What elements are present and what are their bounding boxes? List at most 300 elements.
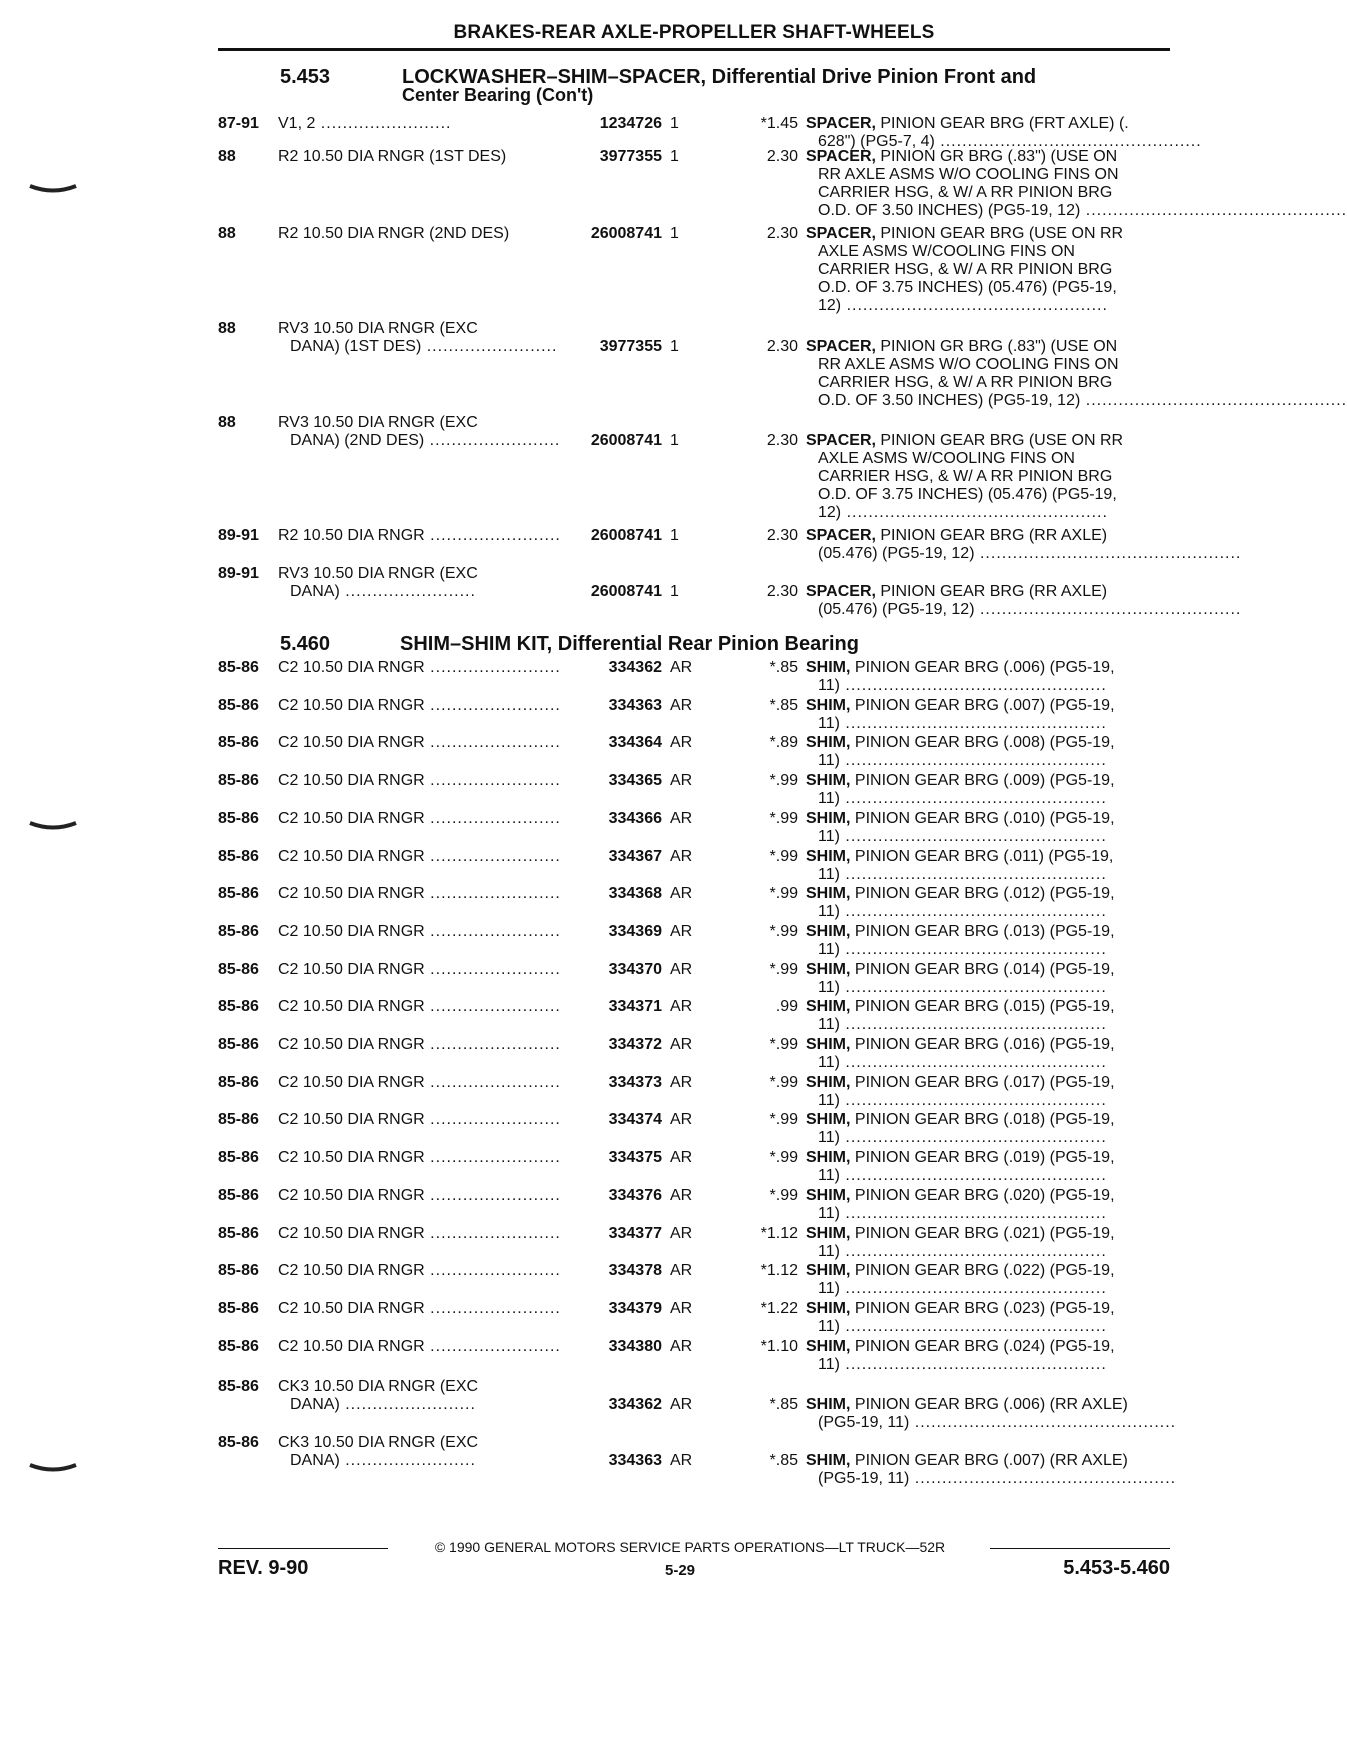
description <box>806 527 1242 563</box>
footer-page-number: 5-29 <box>664 1562 696 1579</box>
price: *.85 <box>769 1396 798 1413</box>
quantity: AR <box>670 1149 693 1167</box>
application <box>278 1299 561 1318</box>
price: *1.45 <box>760 115 798 132</box>
quantity: AR <box>670 1036 693 1053</box>
application <box>278 809 561 828</box>
application-text: C2 10.50 DIA RNGR <box>278 1036 425 1053</box>
price: *.99 <box>769 809 798 827</box>
description-line <box>806 677 1170 695</box>
description-keyword: SHIM, <box>806 1299 851 1317</box>
leader-dots: ................................................ <box>839 1242 1107 1260</box>
model-year: 85-86 <box>218 1186 259 1204</box>
part-number: 334363 <box>608 696 662 714</box>
model-year: 85-86 <box>218 1262 259 1280</box>
description-keyword: SPACER, <box>806 115 876 132</box>
model-year: 85-86 <box>218 998 259 1016</box>
leader-dots: ........................ <box>424 960 561 978</box>
price: *.99 <box>769 847 798 865</box>
description-text: PINION GEAR BRG (.012) (PG5-19, <box>850 885 1115 903</box>
leader-dots: ................................................ <box>839 827 1107 845</box>
leader-dots: ........................ <box>339 583 476 600</box>
description-text: PINION GR BRG (.83") (USE ON <box>875 148 1118 165</box>
description-text: 11) <box>818 865 840 883</box>
footer-section-range: 5.453-5.460 <box>1063 1557 1170 1579</box>
description-line <box>806 903 1170 921</box>
description-text: (PG5-19, 11) <box>818 1414 910 1431</box>
quantity: AR <box>670 1111 693 1129</box>
description-text: PINION GEAR BRG (RR AXLE) <box>875 527 1108 544</box>
part-number: 334366 <box>608 809 662 827</box>
model-year: 88 <box>218 320 236 337</box>
description-text: PINION GEAR BRG (.024) (PG5-19, <box>850 1337 1115 1355</box>
description-keyword: SHIM, <box>806 960 851 978</box>
description-line <box>806 184 1170 202</box>
application-continued <box>290 432 561 450</box>
description-line <box>806 1149 1170 1167</box>
description-line <box>806 1396 1170 1414</box>
description-text: PINION GEAR BRG (.007) (RR AXLE) <box>850 1452 1128 1469</box>
description-keyword: SHIM, <box>806 1036 851 1053</box>
description-keyword: SHIM, <box>806 1186 851 1204</box>
description-line <box>806 1243 1170 1261</box>
price: *.99 <box>769 1073 798 1091</box>
description-line <box>806 659 1170 677</box>
application-text: C2 10.50 DIA RNGR <box>278 1073 425 1091</box>
leader-dots: ................................................ <box>839 1016 1107 1034</box>
description-line <box>806 225 1170 243</box>
application <box>278 847 561 866</box>
description-line <box>806 115 1170 133</box>
price: *.85 <box>769 696 798 714</box>
description-text: AXLE ASMS W/COOLING FINS ON <box>818 450 1075 467</box>
description-text: PINION GEAR BRG (.021) (PG5-19, <box>850 1224 1115 1242</box>
description-text: PINION GEAR BRG (.013) (PG5-19, <box>850 922 1115 940</box>
description-line <box>806 979 1170 997</box>
leader-dots: ................................................ <box>1080 202 1347 219</box>
application-text: V1, 2 <box>278 115 316 132</box>
description-line <box>806 1338 1170 1356</box>
leader-dots: ................................................ <box>839 940 1107 958</box>
application-text: C2 10.50 DIA RNGR <box>278 1186 425 1204</box>
application-text: RV3 10.50 DIA RNGR (EXC <box>278 565 478 582</box>
description <box>806 1396 1177 1432</box>
price: *.99 <box>769 772 798 790</box>
description-keyword: SPACER, <box>806 148 876 165</box>
description <box>806 148 1347 220</box>
application-text: C2 10.50 DIA RNGR <box>278 772 425 790</box>
model-year: 85-86 <box>218 734 259 752</box>
leader-dots: ........................ <box>424 1036 561 1053</box>
description-line <box>806 1036 1170 1054</box>
application <box>278 1337 561 1356</box>
application-text: C2 10.50 DIA RNGR <box>278 1262 425 1280</box>
description-line <box>806 261 1170 279</box>
application-text: DANA) <box>290 583 340 600</box>
part-number: 334374 <box>608 1111 662 1129</box>
leader-dots: ................................................ <box>841 504 1108 521</box>
part-number: 334375 <box>608 1149 662 1167</box>
description <box>806 659 1170 695</box>
description-text: CARRIER HSG, & W/ A RR PINION BRG <box>818 468 1113 485</box>
description-text: PINION GEAR BRG (.019) (PG5-19, <box>850 1149 1115 1167</box>
description <box>806 1036 1170 1072</box>
application-continued <box>290 338 558 356</box>
description-line <box>806 1452 1170 1470</box>
description-line <box>806 202 1347 220</box>
application-text: R2 10.50 DIA RNGR (1ST DES) <box>278 148 507 165</box>
leader-dots: ........................ <box>315 115 452 132</box>
application-text: C2 10.50 DIA RNGR <box>278 885 425 903</box>
leader-dots: ........................ <box>424 432 561 449</box>
description-line <box>806 772 1170 790</box>
description-text: PINION GEAR BRG (.006) (PG5-19, <box>850 659 1115 676</box>
quantity: AR <box>670 809 693 827</box>
description-keyword: SHIM, <box>806 772 851 790</box>
description-text: 11) <box>818 1167 840 1185</box>
part-number: 334371 <box>608 998 662 1016</box>
application-text: CK3 10.50 DIA RNGR (EXC <box>278 1378 479 1395</box>
description-keyword: SPACER, <box>806 583 876 600</box>
description-keyword: SHIM, <box>806 847 851 865</box>
leader-dots: ................................................ <box>839 1129 1107 1147</box>
description-text: PINION GEAR BRG (.015) (PG5-19, <box>850 998 1115 1016</box>
part-number: 334362 <box>608 659 662 676</box>
footer-rule-left <box>218 1548 388 1549</box>
footer-revision: REV. 9-90 <box>218 1557 309 1579</box>
part-number: 334377 <box>608 1224 662 1242</box>
description-line <box>806 752 1170 770</box>
description-line <box>806 697 1170 715</box>
description <box>806 583 1242 619</box>
description-line <box>806 374 1170 392</box>
part-number: 334369 <box>608 922 662 940</box>
description <box>806 1338 1170 1374</box>
quantity: AR <box>670 998 693 1016</box>
description-text: 11) <box>818 1355 840 1373</box>
leader-dots: ........................ <box>424 696 561 714</box>
part-number: 334379 <box>608 1299 662 1317</box>
application-continued <box>290 1452 546 1470</box>
description-text: 628") (PG5-7, 4) <box>818 133 935 150</box>
leader-dots: ........................ <box>424 1299 561 1317</box>
description-line <box>806 486 1170 504</box>
leader-dots: ........................ <box>424 809 561 827</box>
quantity: 1 <box>670 527 679 544</box>
model-year: 87-91 <box>218 115 259 132</box>
description-line <box>806 166 1170 184</box>
description-line <box>806 1262 1170 1280</box>
model-year: 85-86 <box>218 1224 259 1242</box>
application <box>278 1378 546 1396</box>
description <box>806 961 1170 997</box>
leader-dots: ........................ <box>424 659 561 676</box>
price: *1.12 <box>760 1224 798 1242</box>
price: *.99 <box>769 960 798 978</box>
description-line <box>806 297 1170 315</box>
application-text: C2 10.50 DIA RNGR <box>278 734 425 752</box>
leader-dots: ................................................ <box>839 978 1107 996</box>
section-number: 5.453 <box>280 66 331 88</box>
section-title: SHIM–SHIM KIT, Differential Rear Pinion Bearing <box>400 633 859 655</box>
section-subtitle: Center Bearing (Con't) <box>402 85 594 105</box>
description <box>806 1452 1177 1488</box>
quantity: AR <box>670 922 693 940</box>
binder-hole-mark-icon <box>30 185 76 193</box>
description <box>806 923 1170 959</box>
application <box>278 115 546 133</box>
part-number: 26008741 <box>590 527 662 544</box>
leader-dots: ........................ <box>424 1262 561 1280</box>
price: *.99 <box>769 922 798 940</box>
leader-dots: ................................................ <box>974 545 1242 562</box>
leader-dots: ........................ <box>339 1396 476 1413</box>
description-keyword: SHIM, <box>806 1337 851 1355</box>
model-year: 85-86 <box>218 885 259 903</box>
quantity: AR <box>670 1452 693 1469</box>
description-text: PINION GR BRG (.83") (USE ON <box>875 338 1118 355</box>
quantity: 1 <box>670 583 679 600</box>
description-keyword: SHIM, <box>806 1224 851 1242</box>
part-number: 26008741 <box>590 432 662 449</box>
description <box>806 432 1170 522</box>
description-text: 11) <box>818 677 840 694</box>
description-keyword: SPACER, <box>806 338 876 355</box>
model-year: 89-91 <box>218 527 259 544</box>
price: *.89 <box>769 734 798 752</box>
part-number: 334373 <box>608 1073 662 1091</box>
application-text: C2 10.50 DIA RNGR <box>278 922 425 940</box>
part-number: 334368 <box>608 885 662 903</box>
description <box>806 810 1170 846</box>
description <box>806 1187 1170 1223</box>
description-text: 11) <box>818 978 840 996</box>
description <box>806 848 1170 884</box>
description-keyword: SPACER, <box>806 527 876 544</box>
description-text: 11) <box>818 827 840 845</box>
description-line <box>806 1318 1170 1336</box>
model-year: 85-86 <box>218 1149 259 1167</box>
description-text: (05.476) (PG5-19, 12) <box>818 601 975 618</box>
leader-dots: ........................ <box>339 1452 476 1469</box>
description-line <box>806 1054 1170 1072</box>
description-text: RR AXLE ASMS W/O COOLING FINS ON <box>818 166 1119 183</box>
model-year: 85-86 <box>218 847 259 865</box>
quantity: AR <box>670 1396 693 1413</box>
description-text: (05.476) (PG5-19, 12) <box>818 545 975 562</box>
footer-copyright: © 1990 GENERAL MOTORS SERVICE PARTS OPERATIONS—LT TRUCK—52R <box>434 1539 946 1555</box>
part-number: 334380 <box>608 1337 662 1355</box>
application <box>278 922 561 941</box>
leader-dots: ................................................ <box>974 601 1242 618</box>
description-line <box>806 279 1170 297</box>
leader-dots: ................................................ <box>839 1355 1107 1373</box>
quantity: AR <box>670 696 693 714</box>
description-line <box>806 734 1170 752</box>
description-line <box>806 1016 1170 1034</box>
description-keyword: SHIM, <box>806 809 851 827</box>
description <box>806 1225 1170 1261</box>
price: *.99 <box>769 1186 798 1204</box>
description-line <box>806 1167 1170 1185</box>
description-text: PINION GEAR BRG (.022) (PG5-19, <box>850 1262 1115 1280</box>
quantity: AR <box>670 960 693 978</box>
description-text: PINION GEAR BRG (.008) (PG5-19, <box>850 734 1115 752</box>
description-text: PINION GEAR BRG (USE ON RR <box>875 225 1124 242</box>
description-keyword: SPACER, <box>806 225 876 242</box>
description-text: AXLE ASMS W/COOLING FINS ON <box>818 243 1075 260</box>
leader-dots: ................................................ <box>909 1414 1177 1431</box>
leader-dots: ........................ <box>424 1111 561 1129</box>
binder-hole-mark-icon <box>30 1464 76 1472</box>
description-text: PINION GEAR BRG (.018) (PG5-19, <box>850 1111 1115 1129</box>
description-text: RR AXLE ASMS W/O COOLING FINS ON <box>818 356 1119 373</box>
description-text: O.D. OF 3.50 INCHES) (PG5-19, 12) <box>818 392 1081 409</box>
application-text: CK3 10.50 DIA RNGR (EXC <box>278 1434 479 1451</box>
leader-dots: ........................ <box>424 885 561 903</box>
application <box>278 320 546 338</box>
leader-dots: ................................................ <box>839 1167 1107 1185</box>
application <box>278 885 561 903</box>
description-line <box>806 1225 1170 1243</box>
application <box>278 1224 561 1243</box>
description-line <box>806 1092 1170 1110</box>
leader-dots: ................................................ <box>1080 392 1347 409</box>
part-number: 26008741 <box>590 225 662 242</box>
description-text: CARRIER HSG, & W/ A RR PINION BRG <box>818 184 1113 201</box>
leader-dots: ........................ <box>421 338 558 355</box>
price: *1.12 <box>760 1262 798 1280</box>
quantity: AR <box>670 1224 693 1242</box>
application-continued <box>290 1396 546 1414</box>
description-text: CARRIER HSG, & W/ A RR PINION BRG <box>818 374 1113 391</box>
model-year: 85-86 <box>218 1073 259 1091</box>
application-text: C2 10.50 DIA RNGR <box>278 1111 425 1129</box>
quantity: AR <box>670 659 693 676</box>
price: 2.30 <box>766 338 798 355</box>
description-text: 11) <box>818 1016 840 1034</box>
part-number: 334362 <box>608 1396 662 1413</box>
description <box>806 1149 1170 1185</box>
description-line <box>806 450 1170 468</box>
application <box>278 527 561 545</box>
part-number: 26008741 <box>590 583 662 600</box>
description <box>806 115 1202 151</box>
description-line <box>806 356 1170 374</box>
quantity: 1 <box>670 432 679 449</box>
quantity: AR <box>670 1186 693 1204</box>
description-text: 11) <box>818 1204 840 1222</box>
binder-hole-mark-icon <box>30 822 76 830</box>
description-line <box>806 338 1170 356</box>
leader-dots: ........................ <box>424 772 561 790</box>
model-year: 85-86 <box>218 922 259 940</box>
model-year: 85-86 <box>218 772 259 790</box>
description-keyword: SHIM, <box>806 922 851 940</box>
description-text: O.D. OF 3.50 INCHES) (PG5-19, 12) <box>818 202 1081 219</box>
application-text: C2 10.50 DIA RNGR <box>278 960 425 978</box>
price: *.85 <box>769 1452 798 1469</box>
quantity: 1 <box>670 225 679 242</box>
application <box>278 1186 561 1205</box>
leader-dots: ................................................ <box>839 1280 1107 1298</box>
model-year: 88 <box>218 225 236 242</box>
application-text: DANA) (2ND DES) <box>290 432 425 449</box>
application <box>278 1434 546 1452</box>
application-text: C2 10.50 DIA RNGR <box>278 1224 425 1242</box>
description-text: PINION GEAR BRG (RR AXLE) <box>875 583 1108 600</box>
part-number: 334376 <box>608 1186 662 1204</box>
description <box>806 998 1170 1034</box>
description-line <box>806 468 1170 486</box>
description-text: 11) <box>818 1129 840 1147</box>
leader-dots: ................................................ <box>839 1054 1107 1071</box>
description-line <box>806 1280 1170 1298</box>
description-line <box>806 392 1347 410</box>
description-keyword: SHIM, <box>806 1149 851 1167</box>
description-text: PINION GEAR BRG (.023) (PG5-19, <box>850 1299 1115 1317</box>
description-line <box>806 1470 1177 1488</box>
description-keyword: SHIM, <box>806 1452 851 1469</box>
description <box>806 1111 1170 1147</box>
quantity: AR <box>670 885 693 903</box>
price: 2.30 <box>766 148 798 165</box>
description <box>806 772 1170 808</box>
description-text: 11) <box>818 1317 840 1335</box>
description-text: PINION GEAR BRG (FRT AXLE) (. <box>875 115 1129 132</box>
leader-dots: ........................ <box>424 1149 561 1167</box>
description-text: PINION GEAR BRG (.014) (PG5-19, <box>850 960 1115 978</box>
part-number: 3977355 <box>599 148 662 165</box>
part-number: 1234726 <box>599 115 662 132</box>
description-text: 11) <box>818 1091 840 1109</box>
description-text: CARRIER HSG, & W/ A RR PINION BRG <box>818 261 1113 278</box>
description <box>806 1300 1170 1336</box>
description-line <box>806 828 1170 846</box>
application <box>278 565 546 583</box>
description-line <box>806 885 1170 903</box>
application-text: C2 10.50 DIA RNGR <box>278 1299 425 1317</box>
leader-dots: ................................................ <box>839 903 1107 921</box>
description-text: PINION GEAR BRG (USE ON RR <box>875 432 1124 449</box>
quantity: AR <box>670 1337 693 1355</box>
application <box>278 148 546 166</box>
part-number: 334367 <box>608 847 662 865</box>
model-year: 85-86 <box>218 1299 259 1317</box>
description-text: O.D. OF 3.75 INCHES) (05.476) (PG5-19, <box>818 486 1117 503</box>
application <box>278 225 546 243</box>
application <box>278 414 546 432</box>
application-text: C2 10.50 DIA RNGR <box>278 847 425 865</box>
description-text: PINION GEAR BRG (.007) (PG5-19, <box>850 696 1115 714</box>
price: 2.30 <box>766 527 798 544</box>
description-text: PINION GEAR BRG (.010) (PG5-19, <box>850 809 1115 827</box>
description <box>806 338 1347 410</box>
leader-dots: ................................................ <box>909 1470 1177 1487</box>
price: *1.22 <box>760 1299 798 1317</box>
model-year: 85-86 <box>218 1434 259 1451</box>
description-line <box>806 601 1242 619</box>
description-line <box>806 1111 1170 1129</box>
description-keyword: SHIM, <box>806 885 851 903</box>
application-text: RV3 10.50 DIA RNGR (EXC <box>278 414 478 431</box>
leader-dots: ........................ <box>424 1073 561 1091</box>
application <box>278 998 561 1016</box>
description-line <box>806 1074 1170 1092</box>
price: .99 <box>775 998 798 1016</box>
description-text: O.D. OF 3.75 INCHES) (05.476) (PG5-19, <box>818 279 1117 296</box>
quantity: AR <box>670 772 693 790</box>
